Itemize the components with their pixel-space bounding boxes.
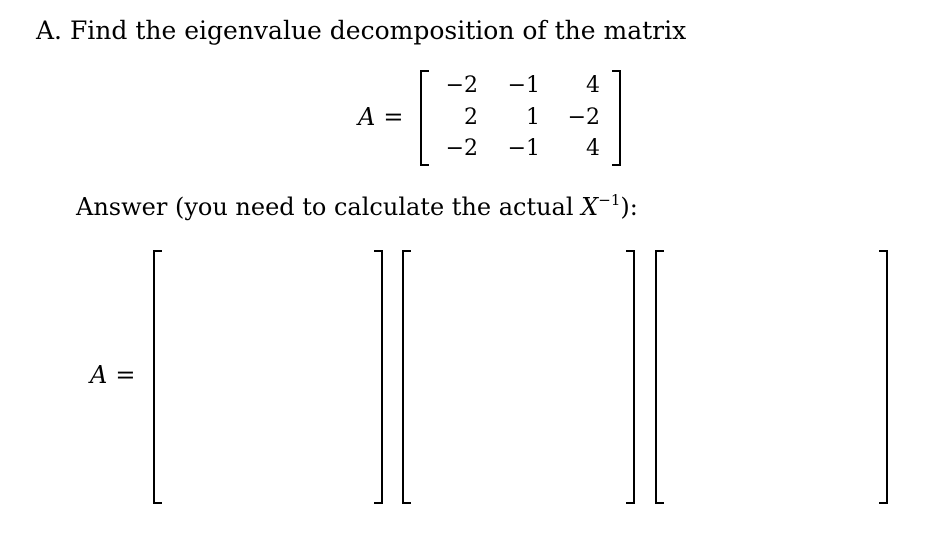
answer-matrix-2-left-bracket [402, 250, 411, 504]
answer-lhs-variable: A [90, 361, 108, 389]
given-matrix-cell-r2c3: −2 [567, 105, 600, 130]
answer-instruction-variable: X [581, 193, 599, 221]
given-matrix-cell-r1c2: −1 [507, 73, 540, 98]
answer-equation-label [90, 358, 135, 392]
given-matrix-left-bracket [420, 70, 429, 166]
answer-instruction-superscript: −1 [598, 191, 621, 209]
answer-matrix-1-right-bracket [374, 250, 383, 504]
given-matrix-cell-r1c3: 4 [586, 73, 600, 98]
answer-instruction [76, 190, 638, 227]
answer-instruction-prefix: Answer (you need to calculate the actual [76, 193, 582, 221]
given-matrix-cell-r1c1: −2 [445, 73, 478, 98]
given-matrix-right-bracket [612, 70, 621, 166]
given-matrix-cell-r2c2: 1 [526, 105, 540, 130]
given-matrix-cell-r2c1: 2 [464, 105, 478, 130]
answer-equals-sign: = [115, 361, 136, 389]
answer-matrix-1-left-bracket [153, 250, 162, 504]
given-matrix-cell-r3c2: −1 [507, 136, 540, 161]
given-equals-sign: = [383, 103, 404, 131]
answer-matrix-3-left-bracket [655, 250, 664, 504]
given-lhs-variable: A [358, 103, 376, 131]
answer-matrix-3-right-bracket [879, 250, 888, 504]
given-matrix-cell-r3c3: 4 [586, 136, 600, 161]
answer-matrix-2-right-bracket [626, 250, 635, 504]
answer-instruction-suffix: ): [620, 193, 638, 221]
given-matrix-cell-r3c1: −2 [445, 136, 478, 161]
given-matrix-label [358, 100, 403, 134]
question-text: A. Find the eigenvalue decomposition of the matrix [36, 16, 687, 45]
